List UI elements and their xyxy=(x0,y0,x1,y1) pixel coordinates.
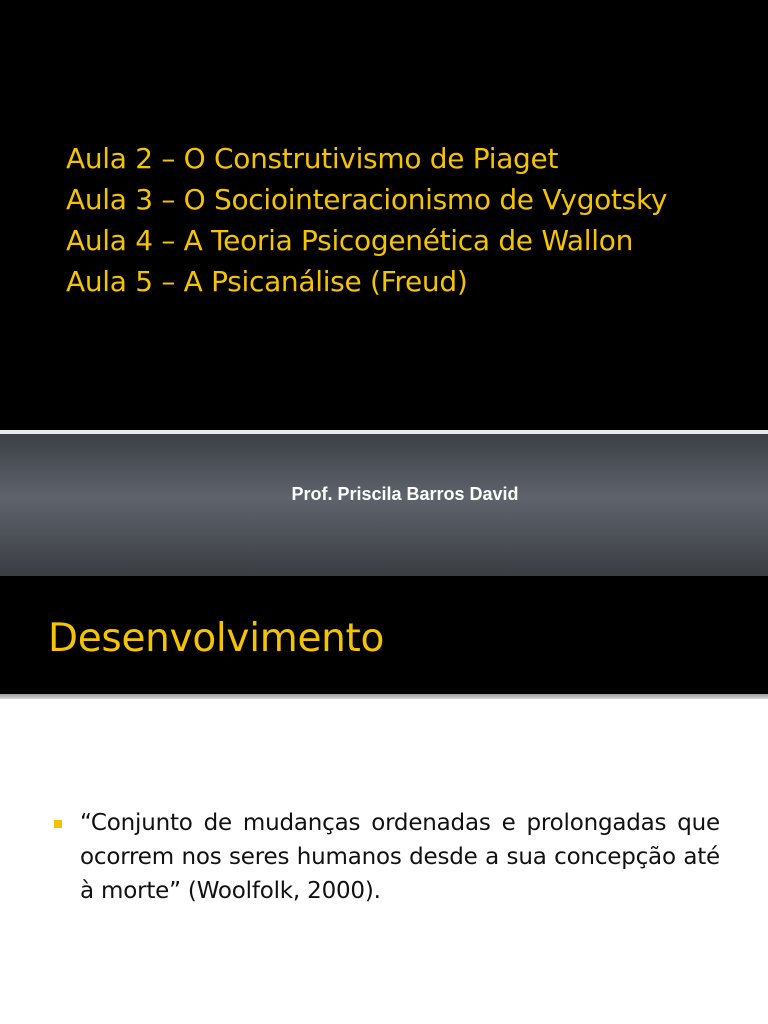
author-name: Prof. Priscila Barros David xyxy=(291,484,519,504)
slide1-title-area xyxy=(0,0,768,430)
lesson-list xyxy=(66,138,756,302)
slide1-subtitle-band xyxy=(0,434,768,576)
slide2-title: Desenvolvimento xyxy=(48,616,385,661)
lesson-item-aula-2: Aula 2 – O Construtivismo de Piaget xyxy=(66,142,559,175)
lesson-item-aula-3: Aula 3 – O Sociointeracionismo de Vygotsky xyxy=(66,183,668,216)
bullet-item-definition: “Conjunto de mudanças ordenadas e prolongadas que ocorrem nos seres humanos desde a sua concepção até à morte” (Woolfolk, 2000). xyxy=(80,810,720,904)
lesson-item-aula-4: Aula 4 – A Teoria Psicogenética de Wallon xyxy=(66,224,634,257)
bullet-square-icon xyxy=(54,820,62,828)
lesson-item-aula-5: Aula 5 – A Psicanálise (Freud) xyxy=(66,265,468,298)
